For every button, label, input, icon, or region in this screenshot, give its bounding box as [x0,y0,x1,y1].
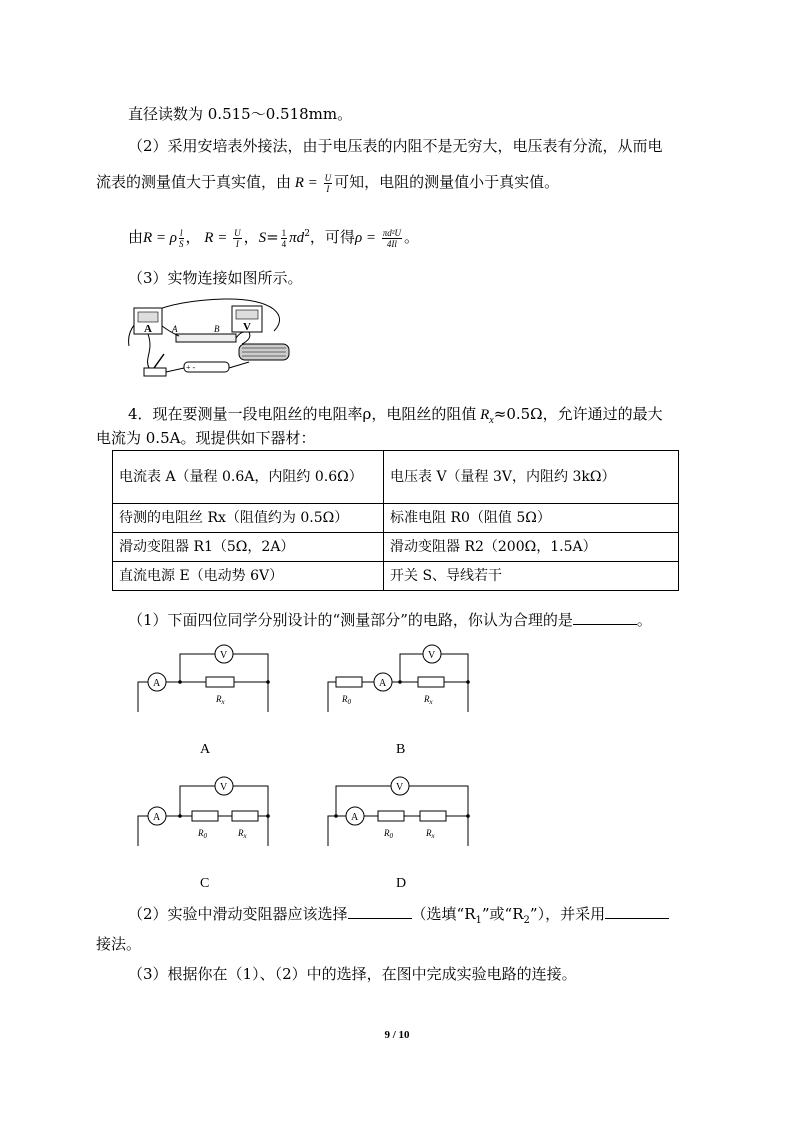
circuit-a-label: A [200,742,211,757]
svg-text:+ -: + - [186,363,196,372]
fraction-u-over-i: $\frac{U}{I}$ [324,172,332,194]
part-2-question-cont: 接法。 [96,935,142,953]
formula-line: 由R = ρ $\frac{l}{S}$ ， R = $\frac{U}{I}$ ，S= $\frac{1}{4}$ $\pi d^2$，可得ρ = $\frac{\text{πd²U}}{4Il}$ 。 [128,227,419,249]
svg-text:V: V [243,321,251,333]
apparatus-ammeter-label: A [144,323,152,335]
question-4-line-1: 4．现在要测量一段电阻丝的电阻率ρ，电阻丝的阻值 $R_x\approx 0.5\Omega$，允许通过的最大 [128,405,663,426]
question-4-line-2: 电流为 0.5A。现提供如下器材： [96,429,316,447]
svg-text:A: A [351,812,359,823]
circuit-b-label: B [396,742,406,757]
circuit-b [326,640,476,720]
apparatus-b-label: B [214,324,220,334]
svg-text:V: V [220,782,228,793]
apparatus-a-label: A [172,324,178,334]
svg-text:R0: $R_0$ [384,828,393,840]
apparatus-figure [124,296,304,384]
svg-text:V: V [396,782,404,793]
table-row: 滑动变阻器 R1（5Ω，2A） 滑动变阻器 R2（200Ω，1.5A） [113,533,679,562]
equipment-table [112,450,679,591]
svg-text:A: A [379,678,387,689]
text-line-5: （3）实物连接如图所示。 [128,269,303,287]
svg-text:Rx: $R_x$ [424,694,433,706]
circuit-d [326,770,476,850]
ammeter-label: A [153,678,161,689]
circuit-c-label: C [200,876,210,891]
page-number: 9 / 10 [384,1029,410,1041]
part-2-question: （2）实验中滑动变阻器应该选择 （选填“$R_1$”或“$R_2$”），并采用 [128,904,669,931]
svg-text:Rx: $R_x$ [238,828,247,840]
table-row: 待测的电阻丝 Rx（阻值约为 0.5Ω） 标准电阻 R0（阻值 5Ω） [113,504,679,533]
circuit-c [136,770,276,850]
table-row: 直流电源 E（电动势 6V） 开关 S、导线若干 [113,562,679,591]
part-3-question: （3）根据你在（1）、（2）中的选择，在图中完成实验电路的连接。 [128,965,577,983]
circuit-a [136,640,276,720]
voltmeter-label: V [220,650,228,661]
table-row: 电流表 A（量程 0.6A，内阻约 0.6Ω） 电压表 V（量程 3V，内阻约 3kΩ） [113,451,679,504]
svg-text:A: A [153,812,161,823]
part-1-question: （1）下面四位同学分别设计的“测量部分”的电路，你认为合理的是 。 [128,611,652,629]
svg-text:R0: $R_0$ [198,828,207,840]
svg-text:R0: $R_0$ [342,694,351,706]
svg-text:Rx: $R_x$ [426,828,435,840]
svg-text:V: V [428,650,436,661]
text-line-1: 直径读数为 0.515～0.518mm。 [128,105,353,123]
text-line-2: （2）采用安培表外接法，由于电压表的内阻不是无穷大，电压表有分流，从而电 [128,137,663,155]
svg-text:Rx: $R_x$ [216,694,225,706]
text-line-3: 流表的测量值大于真实值，由 R = $\frac{U}{I}$ 可知，电阻的测量值小于真实值。 [96,172,560,194]
circuit-d-label: D [396,876,407,891]
